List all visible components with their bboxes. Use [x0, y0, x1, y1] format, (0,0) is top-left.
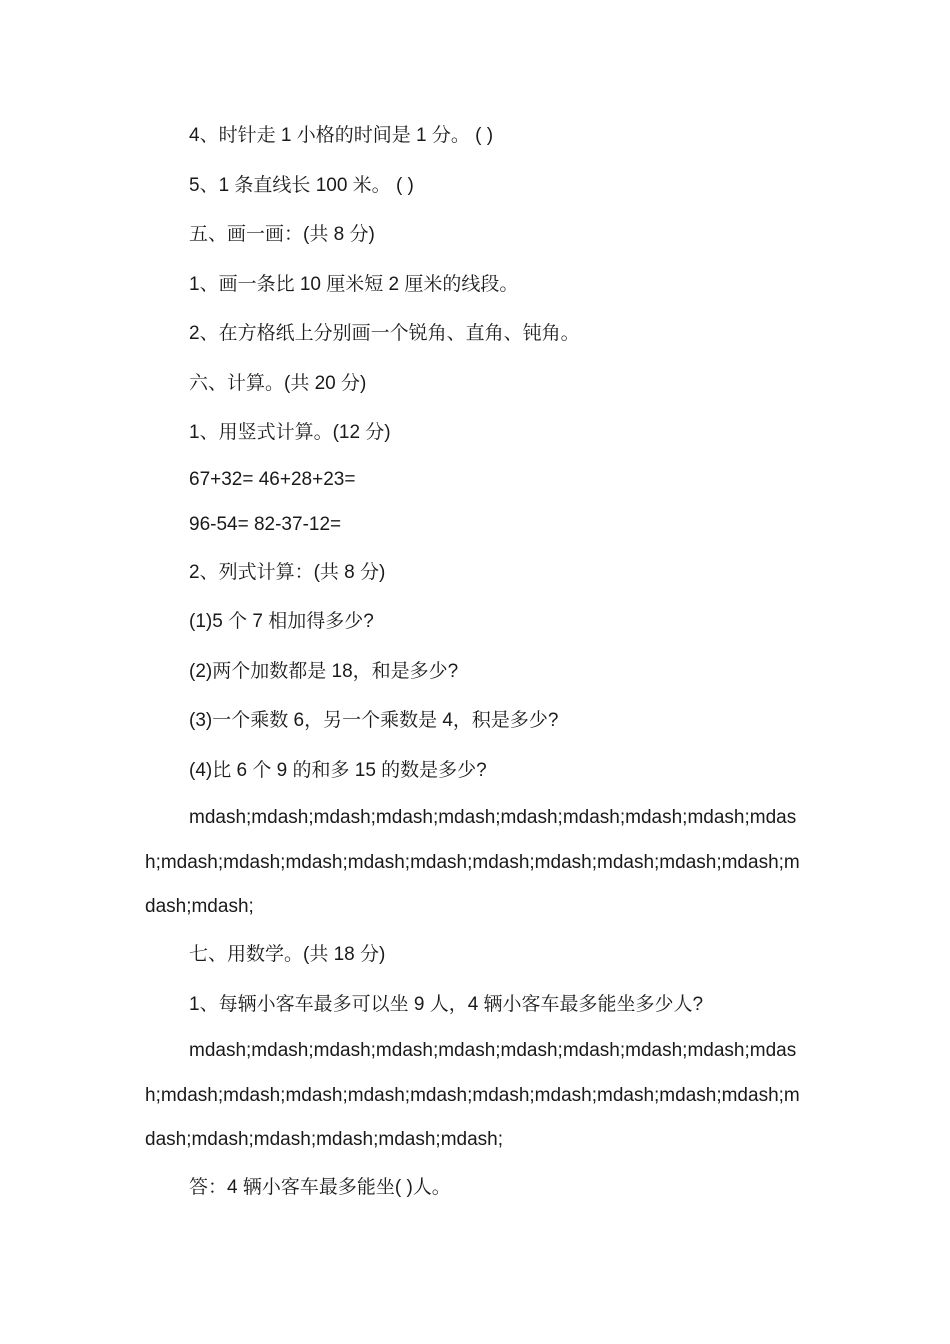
section-7-title: 七、用数学。(共 18 分) — [189, 944, 386, 965]
section-5-title: 五、画一画：(共 8 分) — [189, 224, 375, 245]
sub-question-3: (3)一个乘数 6，另一个乘数是 4，积是多少? — [189, 710, 559, 731]
calc-row-1: 67+32= 46+28+23= — [189, 469, 356, 490]
question-math-1: 1、每辆小客车最多可以坐 9 人，4 辆小客车最多能坐多少人? — [189, 994, 704, 1015]
dash-answer-line-2: mdash;mdash;mdash;mdash;mdash;mdash;mdash;mdash;mdash;mdash;mdash;mdash;mdash;mdash;mdash;mdash;mdash;mdash;mdash;mdash;mdash;mdash;mdash;mdash;mdash;mdash; — [145, 1040, 800, 1150]
sub-question-4: (4)比 6 个 9 的和多 15 的数是多少? — [189, 760, 487, 781]
sub-question-2: (2)两个加数都是 18，和是多少? — [189, 661, 459, 682]
question-true-false-5: 5、1 条直线长 100 米。 ( ) — [189, 175, 414, 196]
question-draw-2: 2、在方格纸上分别画一个锐角、直角、钝角。 — [189, 323, 580, 344]
calc-row-2: 96-54= 82-37-12= — [189, 514, 342, 535]
question-true-false-4: 4、时针走 1 小格的时间是 1 分。 ( ) — [189, 125, 494, 146]
question-calc-1: 1、用竖式计算。(12 分) — [189, 422, 391, 443]
section-6-title: 六、计算。(共 20 分) — [189, 373, 367, 394]
answer-line: 答：4 辆小客车最多能坐( )人。 — [189, 1177, 451, 1198]
question-draw-1: 1、画一条比 10 厘米短 2 厘米的线段。 — [189, 274, 519, 295]
dash-answer-line-1: mdash;mdash;mdash;mdash;mdash;mdash;mdash;mdash;mdash;mdash;mdash;mdash;mdash;mdash;mdash;mdash;mdash;mdash;mdash;mdash;mdash;mdash; — [145, 807, 800, 917]
sub-question-1: (1)5 个 7 相加得多少? — [189, 611, 374, 632]
question-calc-2: 2、列式计算：(共 8 分) — [189, 562, 386, 583]
